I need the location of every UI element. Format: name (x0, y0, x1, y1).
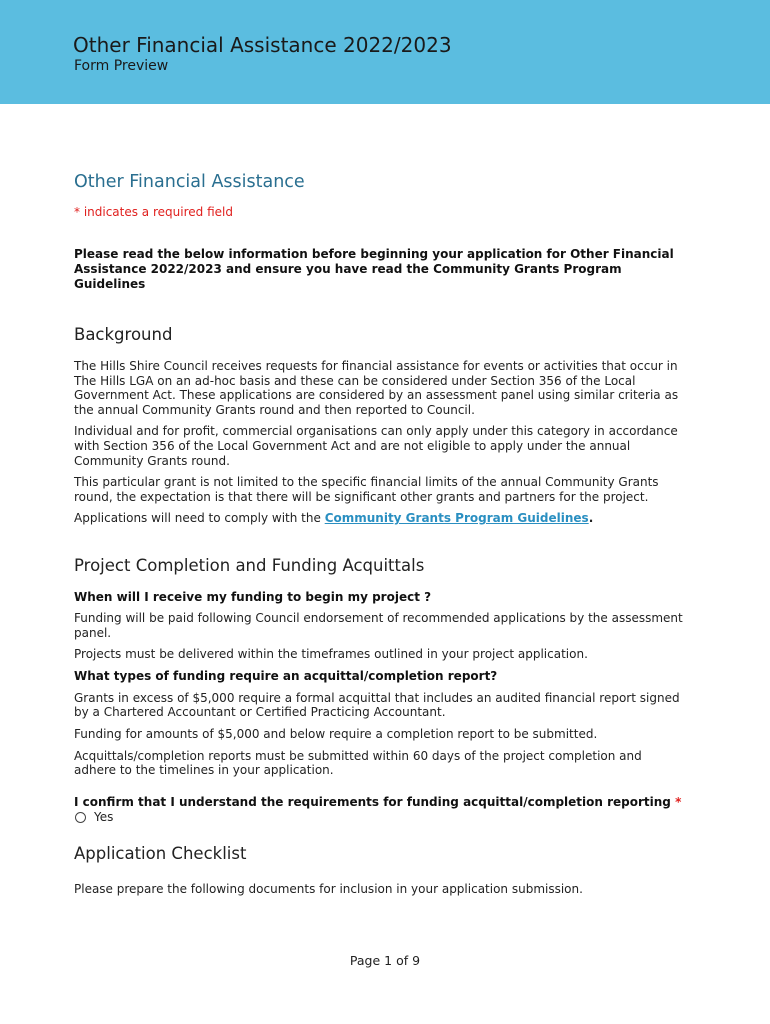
guidelines-prefix: Applications will need to comply with the (74, 511, 325, 526)
background-paragraph-1: The Hills Shire Council receives requests for financial assistance for events or activities that occur in The Hills LGA on an ad-hoc basis and these can be considered under Section 356 of the Local Government Act. These applications are considered by an assessment panel using similar criteria as the annual Community Grants round and then reported to Council. (74, 359, 679, 417)
answer-project-timeframes: Projects must be delivered within the timeframes outlined in your project application. (74, 647, 588, 662)
guidelines-link[interactable]: Community Grants Program Guidelines (324, 511, 589, 526)
page-number: Page 1 of 9 (349, 953, 421, 968)
answer-acquittal-deadline: Acquittals/completion reports must be submitted within 60 days of the project completion and adhere to the timelines in your application. (74, 748, 642, 778)
answer-funding-timing: Funding will be paid following Council endorsement of recommended applications by the assessment panel. (74, 610, 683, 640)
confirm-option-yes[interactable] (74, 810, 684, 825)
background-paragraph-4 (74, 511, 684, 526)
header-banner (0, 0, 770, 104)
question-funding-timing: When will I receive my funding to begin my project ? (74, 589, 432, 604)
confirm-option-label: Yes (94, 809, 114, 824)
page-title: Other Financial Assistance 2022/2023 (73, 33, 452, 57)
required-star: * (675, 794, 682, 809)
form-content (74, 170, 684, 896)
question-acquittal-types: What types of funding require an acquittal/completion report? (74, 668, 498, 683)
section-heading-completion: Project Completion and Funding Acquittals (74, 555, 425, 575)
required-note-text: indicates a required field (80, 205, 233, 219)
radio-button[interactable] (75, 812, 86, 823)
guidelines-suffix: . (588, 511, 594, 526)
required-star: * (74, 205, 80, 219)
section-heading-background: Background (74, 325, 173, 344)
confirm-label: I confirm that I understand the requirements for funding acquittal/completion reporting (74, 794, 671, 809)
answer-acquittal-audited: Grants in excess of $5,000 require a formal acquittal that includes an audited financial report signed by a Chartered Accountant or Certified Practicing Accountant. (74, 690, 680, 720)
confirm-question (74, 795, 684, 810)
required-note (74, 204, 684, 220)
background-paragraph-2: Individual and for profit, commercial organisations can only apply under this category in accordance with Section 356 of the Local Government Act and are not eligible to apply under the annual Community Grants round. (74, 424, 678, 468)
section-heading-checklist: Application Checklist (74, 843, 247, 863)
page-subtitle: Form Preview (74, 58, 169, 74)
answer-completion-report: Funding for amounts of $5,000 and below require a completion report to be submitted. (74, 726, 598, 741)
intro-text: Please read the below information before beginning your application for Other Financial Assistance 2022/2023 and ensure you have read the Community Grants Program Guidelines (74, 247, 674, 291)
form-title: Other Financial Assistance (74, 172, 305, 192)
checklist-paragraph-1: Please prepare the following documents for inclusion in your application submission. (74, 881, 583, 896)
background-paragraph-3: This particular grant is not limited to the specific financial limits of the annual Community Grants round, the expectation is that there will be significant other grants and partners for the project. (74, 475, 659, 504)
